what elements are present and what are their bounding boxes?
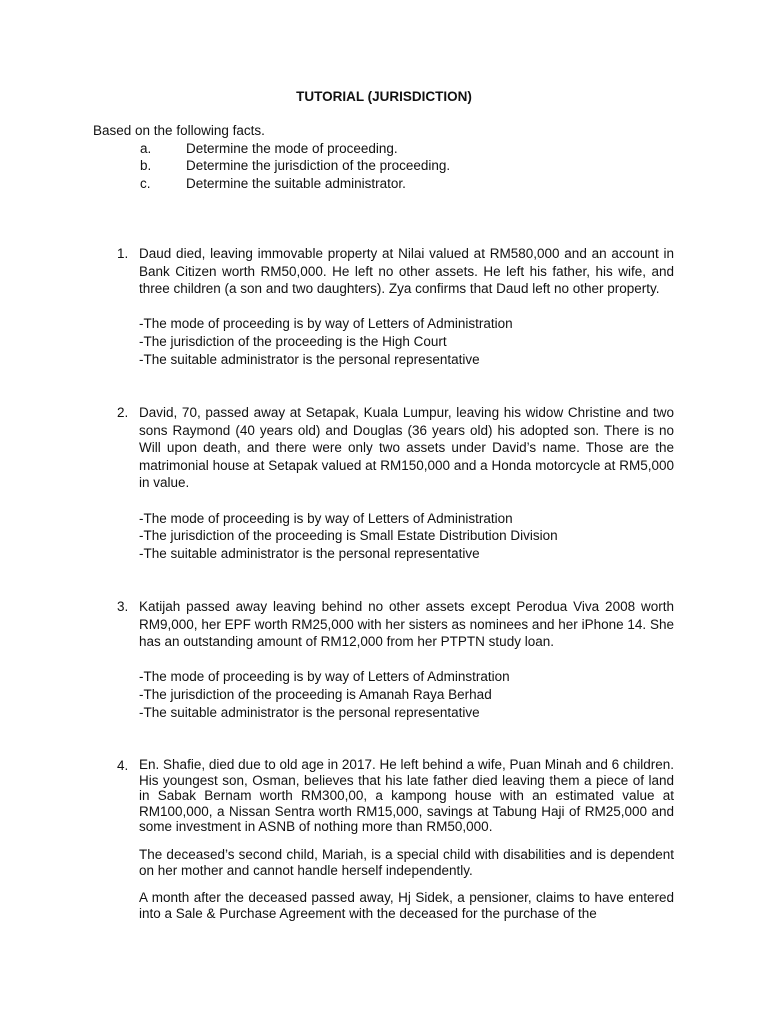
- question-paragraph: A month after the deceased passed away, Hj Sidek, a pensioner, claims to have entered into a Sale & Purchase Agreement with the deceased for the purchase of the: [139, 890, 674, 921]
- question-number: 2.: [117, 405, 129, 420]
- task-item: [93, 140, 693, 158]
- answer-mode: -The mode of proceeding is by way of Letters of Adminstration: [139, 669, 510, 685]
- question-body: [139, 245, 674, 368]
- task-list: [93, 140, 693, 193]
- task-letter: a.: [140, 140, 152, 156]
- question-number: 3.: [117, 599, 129, 614]
- task-text: Determine the jurisdiction of the proceeding.: [186, 158, 451, 174]
- question-1: [117, 245, 674, 368]
- task-letter: b.: [140, 158, 152, 174]
- answer-mode: -The mode of proceeding is by way of Letters of Administration: [139, 316, 513, 332]
- answer-list: [139, 315, 674, 368]
- answer-list: [139, 510, 674, 563]
- answer-administrator: -The suitable administrator is the personal representative: [139, 545, 480, 561]
- instructions-lead: Based on the following facts.: [93, 123, 265, 138]
- task-item: [93, 175, 693, 193]
- question-paragraph: The deceased’s second child, Mariah, is a special child with disabilities and is dependent on her mother and cannot handle herself independently.: [139, 846, 674, 878]
- question-number: 4.: [117, 758, 129, 773]
- question-facts: Katijah passed away leaving behind no other assets except Perodua Viva 2008 worth RM9,000, her EPF worth RM25,000 with her sisters as nominees and her iPhone 14. She has an outstanding amount of RM12,000 from her PTPTN study loan.: [139, 599, 674, 650]
- answer-jurisdiction: -The jurisdiction of the proceeding is Amanah Raya Berhad: [139, 686, 492, 702]
- answer-list: [139, 668, 674, 721]
- instructions: [93, 122, 693, 192]
- question-4: [117, 757, 674, 921]
- question-2: [117, 404, 674, 562]
- question-facts: David, 70, passed away at Setapak, Kuala Lumpur, leaving his widow Christine and two sons Raymond (40 years old) and Douglas (36 years old) his adopted son. There is no Will upon death, and there were only two assets under David’s name. Those are the matrimonial house at Setapak valued at RM150,000 and a Honda motorcycle at RM5,000 in value.: [139, 405, 674, 491]
- task-text: Determine the suitable administrator.: [186, 175, 406, 191]
- task-text: Determine the mode of proceeding.: [186, 140, 398, 156]
- question-3: [117, 598, 674, 721]
- question-paragraph: En. Shafie, died due to old age in 2017. He left behind a wife, Puan Minah and 6 children. His youngest son, Osman, believes that his late father died leaving them a piece of land in Sabak Bernam worth RM300,00, a kampong house with an estimated value at RM100,000, a Nissan Sentra worth RM15,000, savings at Tabung Haji of RM25,000 and some investment in ASNB of nothing more than RM50,000.: [139, 757, 674, 835]
- answer-mode: -The mode of proceeding is by way of Letters of Administration: [139, 510, 513, 526]
- answer-administrator: -The suitable administrator is the personal representative: [139, 704, 480, 720]
- question-body: [139, 757, 674, 921]
- page-title: TUTORIAL (JURISDICTION): [296, 89, 472, 104]
- question-facts: Daud died, leaving immovable property at Nilai valued at RM580,000 and an account in Bank Citizen worth RM50,000. He left no other assets. He left his father, his wife, and three children (a son and two daughters). Zya confirms that Daud left no other property.: [139, 246, 674, 297]
- answer-administrator: -The suitable administrator is the personal representative: [139, 351, 480, 367]
- question-body: [139, 598, 674, 721]
- answer-jurisdiction: -The jurisdiction of the proceeding is the High Court: [139, 333, 447, 349]
- question-body: [139, 404, 674, 562]
- answer-jurisdiction: -The jurisdiction of the proceeding is Small Estate Distribution Division: [139, 528, 558, 544]
- task-letter: c.: [140, 175, 151, 191]
- question-number: 1.: [117, 246, 129, 261]
- task-item: [93, 157, 693, 175]
